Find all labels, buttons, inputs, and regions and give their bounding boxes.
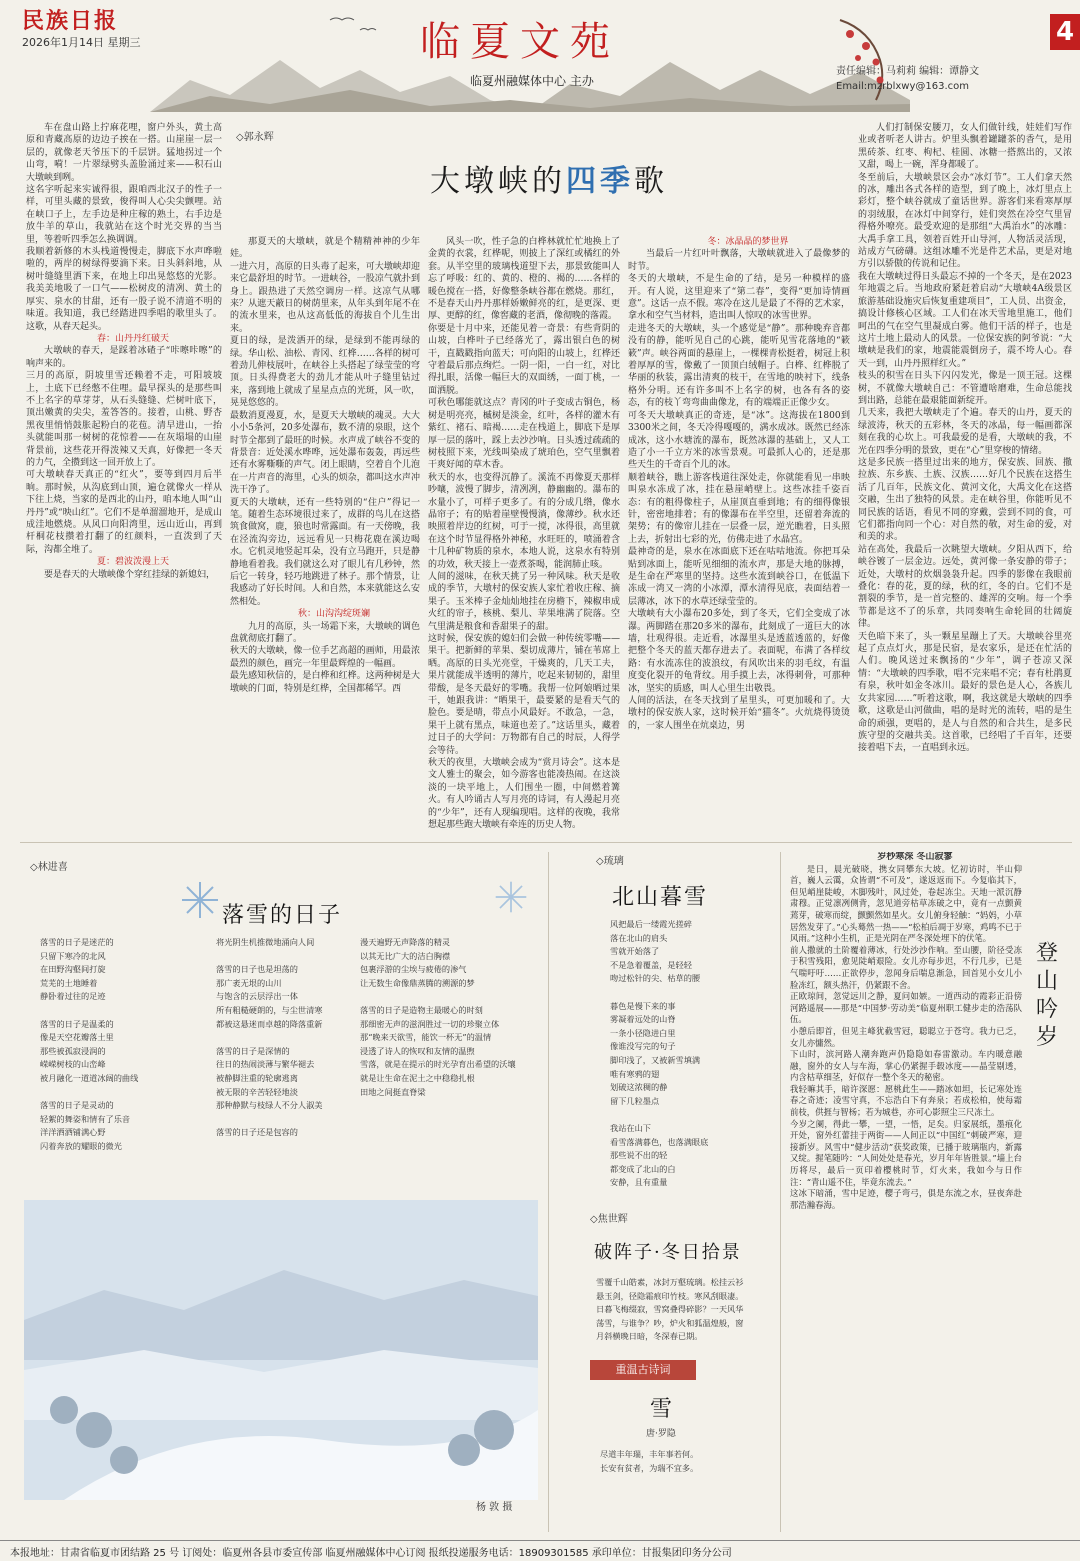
page-title: 临夏文苑 — [420, 19, 620, 65]
article-text: 那夏天的大墩峡，就是个精精神神的少年娃。 一进六月，高原的日头毒了起来，可大墩峡却迎来它最舒坦的时节。一进峡谷，一股凉气就扑到身上。跟热进了天然空调房一样。这凉气从哪来？从遮天蔽日的树荫里来，从年头到年尾不在的流水里来，也从这高低低的海拔自个儿生出来。 夏日的绿，是泼洒开的绿，是绿到不能再绿的绿。华山松、油松、青冈、红桦……各样的树可着劲儿伸枝展叶，在峡谷上头搭起了绿莹莹的穹顶。日头得费老大的劲儿才能从叶子缝里钻过来，落到地上就成了星星点点的光斑，风一吹，晃晃悠悠的。 最数消夏漫夏，水，是夏天大墩峡的魂灵。大大小小5条河，20多处瀑布，数不清的泉眼，这个时节全都到了最旺的时候。水声成了峡谷不变的背景音：近处溪水哗哗，远处瀑布轰轰，再远些还有水雾嘶嘶的声气。闭上眼睛，空着自个儿泡在一片声音的海里，心头的烦杂，都叫这水声冲洗干净了。 夏天的大墩峡，还有一些特别的“住户”得记一笔。随着生态环境很过来了，成群的鸟儿在这搭筑食做窝，鹿，狼也时常露面。有一天傍晚，我在泾流沟旁边，远远看见一只梅花鹿在溪边喝水。它机灵地竖起耳朵，没有立马跑开，只是静静地看着我。我们就这么对了眼儿有几秒钟，然后它一转身，轻巧地跳进了林子。那个情景，让我感动了好长时间。人和自然，本来就能这么安然相处。 — [230, 237, 420, 607]
snow-poem-column-3: 漫天遍野无声降落的精灵 以其无比广大的洁白胸襟 包裹浮游的尘埃与疲倦的渗气 让无数生命像鼎蒸腾的溯源的梦 落雪的日子是造物主最暖心的时刻 那细密无声的滋润胜过一切的珍聚立体 那“晚来天欲雪，能饮一杯无”的温情 浸透了诗人的恢叹和友情的温煦 雪落，就是在提示的时光孕育出希望的沃壤 就是让生命在泥土之中稳稳扎根 田地之间挺直脊梁 — [360, 937, 516, 1097]
snow-mountain-image — [24, 1200, 538, 1500]
article-text: 车在盘山路上拧麻花哩，窗户外头，黄土高原和青藏高原的边边子挨在一搭。山崖崖一层一层的，就像老天爷压下的千层饼。猛地拐过一个山弯，嗬！一片翠绿劈头盖脸涌过来——积石山大墩峡到咧。 这名字听起来实诚得很，跟咱西北汉子的性子一样，可里头藏的景致，俊得叫人心尖尖颤哩。站在峡口子上，左手边是种庄稼的熟土，右手边是放牛羊的草山，我就站在这个时光交界的当当里，等着听四季怎么换调调。 我顺着新修的木头栈道慢慢走，脚底下水声哗啦啦的，两岸的树绿得要滴下来。日头斜斜地，从树叶缝缝里洒下来，在地上印出晃悠悠的光影。我美美地吸了一口气——松树皮的清冽、黄土的厚实、泉水的甘甜，还有一股子说不清道不明的味道。我知道，我已经踏进四季唱的歌里头了。这歌，从春天起头。 — [26, 123, 222, 332]
article-column-5 — [858, 122, 1072, 832]
page-number: 4 — [1050, 14, 1080, 50]
article-text: 风头一吹，性子急的白桦林就忙忙地换上了金黄的衣裳，红桦呢，则披上了深红或橘红的外套。从半空里的玻璃栈道望下去，那景致能叫人忘了呼吸：红的、黄的、橙的、褐的……各样的暖色搅在一搭，好像整条峡谷都在燃烧。那红，不是春天山丹丹那样娇嫩鲜亮的红，是更深、更厚、更醇的红，像窖藏的老酒，像彻晚的落霞。 你要是十月中来，还能见着一奇景：有些背阴的山坡，白桦叶子已经落光了，露出银白色的树干，直戳戳指向蓝天；可向阳的山坡上，红桦还守着最后那点绚烂。一阴一阳，一白一红，对比得扎眼，活像一幅巨大的双面绣，一面丁桃，一面洒脱。 可秋色哪能就这点？青冈的叶子变成古铜色，杨树是明亮亮，槭树是淡金，红叶，各样的灌木有紫红、褚石、暗褐……走在栈道上，脚底下是厚厚一层的落叶，踩上去沙沙响。日头透过疏疏的树枝照下来，光线叫染成了琥珀色，空气里飘着干爽好闻的草木香。 秋天的水，也变得沉静了。溪流不再像夏天那样吵嚷，波慢了脚步，清冽冽，静幽幽的。瀑布的水量小了，可样子更多了。有的分成几绺，像水晶帘子；有的贴着崖壁慢慢淌，像薄纱。秋水还映照着岸边的红树，可于一搅，冰得很，高里就在这个时节显得格外神秘，水旺旺的，喷涌着含十几种矿物质的泉水，本地人说，这泉水有特别的功效，秋天接上一壶煮茶喝，能润肺止咳。 人间的滋味，在秋天挑了另一种风味。秋天是收成的季节，大墩村的保安族人家忙着收庄稼、摘果子。玉米棒子金灿灿地挂在房檐下，辣椒串成火红的帘子，核桃、梨儿、苹果堆满了院落。空气里满是粮食和香甜果子的甜。 这时候，保安族的媳妇们会做一种传统零嘴——果干。把新鲜的苹果、梨切成薄片，铺在苇席上晒。高原的日头光亮堂，干燥爽的，几天工夫，果片就能成半透明的薄片，吃起来韧韧的，甜里带酸，是冬天最好的零嘴。我帮一位阿娘晒过果干，她跟我讲：“晒果干，最要紧的是看天气的脸色。要是晴，带点小风最好。不敢急，一急，果干上就有黑点，味道也差了。”这话里头，藏着过日子的大学问：万物都有自己的时辰，人得学会等待。 秋天的夜里，大墩峡会成为“赏月诗会”。这本是文人雅士的聚会，如今游客也能凑热闹。在这淡淡的一块平地上，人们围坐一圈，中间燃着篝火。有人吟诵古人写月亮的诗词，有人漫起月亮的“少年”，还有人现编现唱。这样的夜晚，我常想起那些跑大墩峡有牵连的历史人物。 — [428, 237, 620, 831]
vertical-divider — [548, 852, 549, 1532]
article-column-1 — [26, 122, 222, 832]
essay-text: 是日，晨光破晓，携女同攀东大坡。忆初访时，半山仰首，巍人云霭，众皆谓“不可及”，遂返返而下。今复临其下，但见峭崖陡峻，木脚残叶，风过处，卷起冻尘。天地一派沉静肃穆。正觉凛冽侧背，忽见道旁枯草冻破之中，竟有一点颤黄蔫芽，破寒而绽，颤颤然如星火。女儿俯身轻触：“妈妈，小草居然发芽了。”心头蓦然一热——“松柏后凋于岁寒，鸡鸣不已于风雨。”这种小生机，正是光阴在严冬深处埋下的伏笔。 前人撒就的土阶覆着薄冰，行处沙沙作响。至山腰，阶径受冻于积雪残阳，愈见陡峭艰险。女儿亦每步迟，不行几步，已是气喘吁吁……正欲停步，忽闻身后喘息渐急，回首见小女儿小脸冻红，额头热汗，仍紧跟不舍。 正欧琼间，忽觉远川之静，夏问如嫉。一道西动的霞彩正沿傍河路遥展——那是“中国梦·劳动美”临夏州职工健步走的浩荡队伍。 小憩后即首，但见主峰犹截雪冠，聪聪立于苍穹。我力已乏，女儿亦慵然。 下山时，滨河路人潮奔跑声仍隐隐如春雷激动。车内暖意融融，窗外的女人与车海，掌心仍紧握手毂冰度——晶莹剔透，内含枯草细茎，好似存一整个冬天的秘密。 我轻嘛其手，暗许深愿：愿桃此生——踏冰如坦，长记寒处连春之奇迹；凌雪守真，不忘浩白下有奔泉；若成松柏，使每霜前枝，供捱与智杨；若为城巷，亦可心影照尘三尺冻土。 今岁之阑，得此一攀，一望，一悟，足矣。归家展纸，墨痕化开处，窗外红蕾挂于两街——人间正以“中国红”刺破严寒，迎接新岁。风雪中“健步活动”获奖政策，已播于玻璃瓶内，新露又绽。握笔随吟：“人间处处是春光，岁月年年皆胜景。”墙上台历将尽，最后一页印着樱桃时节，灯火来，我如今与日作注：“青山遥不住，毕竟东流去。” 这冰下暗涌，雪中足迹，樱子弯弓，俱是东流之水，昼夜奔赴那浩瀚春海。 — [790, 863, 1022, 1210]
north-poem-title: 北山暮雪 — [612, 885, 709, 910]
article-text: 大墩峡的春天，是踩着冰碴子“咔嚓咔嚓”的响声来的。 三月的高原，阴坡里雪还赖着不走，可阳坡坡上，土底下已经憋不住哩。最早探头的是那些叫不上名字的草芽芽，从石头缝缝、烂树叶底下，顶出嫩黄的尖尖，羞答答的。接着，山桃、野杏黑夜里悄悄鼓胀起粉白的花苞。清早进山，一抬头就能叫那一树树的花惊着——在灰塌塌的山崖背景前，这些花开得泼辣又天真，好像把一冬天的力气，全攒到这一回开放上了。 可大墩峡春天真正的“红火”，要等到四月后半晌。那时候，从沟底到山顶，遍仓就像火一样从下往上烧，当家的是西北的山丹，咱本地人叫“山丹丹”或“映山红”。它们不是单溜溜地开，是成山成洼地燃烧。从风口向阳湾里，远山近山，再到杆桐花枝攒着打翻了的红颜料，一直泼到了天际，沟都全堆了。 — [26, 346, 222, 555]
ci-poem-text: 雪覆千山皓素，冰封万壑琉璃。松挂云衫悬玉剑，径隐霜痕印竹枝。寒风刮眼凄。 日暮飞梅缀寂，雪窝叠得碎影？一天风华荡雪，与谁争？吵，炉火和狐温煌般，窗月斜横晚日暗，冬深春已期。 — [596, 1277, 744, 1342]
essay-vertical-title: 登山吟岁 — [1035, 941, 1058, 1050]
article-text: 九月的高原，头一场霜下来，大墩峡的调色盘就彻底打翻了。 秋天的大墩峡，像一位手艺高超的画师，用最浓最烈的颜色，画完一年里最辉煌的一幅画。 最先感知秋信的，是白桦和红桦。这两种树是大墩峡的门面，特别是红桦，全国都稀罕。西 — [230, 621, 420, 694]
title-highlight: 四季 — [566, 164, 634, 199]
article-text: 人们打制保安腰刀，女人们做针线，娃娃们写作业或者听老人讲古。炉里头飘着罐罐茶的香气，是用黑砖茶、红枣、枸杞、桂圆、冰糖一搭熬出的，又浓又甜，喝上一碗，浑身都暖了。 冬至前后，大墩峡景区会办“冰灯节”。工人们拿天然的冰，雕出各式各样的造型，到了晚上，冰灯里点上彩灯，整个峡谷就成了童话世界。游客们来看寒厚厚的羽绒服，在冰灯中间穿行，娃们突然在冷空气里冒得格外嘹亮。最受欢迎的是那组“大禹治水”的冰雕：大禹手拿工具，领着百姓开山导河，人物活灵活现，站成方气磅礴。这组冰雕不光是件艺术品，更是对地方引以骄傲的传说和记住。 我在大墩峡过得日头最忘不掉的一个冬天，是在2023年地震之后。当地政府紧赶着启动“大墩峡4A级景区旅游基础设施灾后恢复重建项目”，工人员、出资金，搞设计修核心区域。工人们在冰天雪地里施工，他们呵出的气在空气里凝成白雾。他们干活的样子，也是这片土地上最动人的风景。一位保安族的阿爷说：“大墩峡是我们的家，地震能震倒房子，震不垮人心。春天一到，山丹丹照样红火。” 枝头的积雪在日头下闪闪发光，像是一顶王冠。这棵树，不就像大墩峡自己：不管遭啥磨难，生命总能找到出路，总能在最艰能面新绽开。 几天来，我把大墩峡走了个遍。春天的山丹，夏天的绿波涛，秋天的五彩林，冬天的冰晶，每一幅画都深刻在我的心坎上。可我最爱的是看，大墩峡的我，不光在四季分明的景致，更在“心”里穿梭的情绪。 这是多民族一搭里过出来的地方，保安族、回族、撒拉族、东乡族、土族、汉族……好几个民族在这搭生活了几百年，民族文化、黄河文化，大禹文化在这搭交融，生出了独特的风景。走在峡谷里，你能听见不同民族的话语，看见不同的穿戴，尝到不同的食，可它们都指向同一个心：对自然的敬，对生命的爱，对和美的求。 站在高处，我最后一次眺望大墩峡。夕阳从西下，给峡谷镀了一层金边。远处，黄河像一条安静的带子；近处，大墩村的炊烟袅袅升起。四季的影像在我眼前叠化：春的花，夏的绿，秋的红，冬的白。它们不是割裂的季节，是一首完整的、雄浑的交响。每一个季节都是这不了的乐章，共同奏响生命轮回的壮阔旋律。 天色暗下来了，头一颗星星蹦上了天。大墩峡谷里亮起了点点灯火，那是民宿，是农家乐，是还在忙活的人们。晚风送过来飘扬的“少年”，调子苍凉又深情：“大墩峡的四季歌，唱不完来唱不完；春有杜鹃夏有泉，秋叶如金冬冰川。最好的景色是人心，各族儿女共家园……”听着这歌，啊，我这就是大墩峡的四季歌，这歌是山河做曲，唱的是时光的流转，唱的是生命的顽强，更唱的，是人与自然的和合共生，是多民族守望的交融共美。这首歌，已经唱了千百年，还要接着唱下去，一直唱到永远。 — [858, 123, 1072, 754]
editor-info — [836, 64, 979, 94]
snow-poem-title: 落雪的日子 — [222, 903, 343, 928]
editor-email: Email:mzrblxwy@163.com — [836, 81, 969, 92]
snow-landscape-photo — [24, 1200, 538, 1500]
ci-poem-title: 破阵子·冬日拾景 — [594, 1242, 742, 1263]
section-heading-winter: 冬：冰晶晶的梦世界 — [707, 237, 789, 247]
section-heading-autumn: 秋：山沟沟绽斑斓 — [297, 609, 370, 620]
article-column-4 — [628, 236, 850, 832]
photo-credit: 杨 敦 摄 — [476, 1502, 513, 1513]
editor-names: 责任编辑：马莉莉 编辑：谭静文 — [836, 66, 980, 77]
vertical-divider — [780, 852, 781, 1532]
snow-poem-column-2: 将光阴生机推微地涌向人间 落雪的日子也是坦荡的 那广袤无垠的山川 与饱含的云层浮出一体 所有粗糙硬朗的，与尘世清寒 都被这悬迷而卓越的降落重新 落雪的日子是深情的 往日的热闹淡薄与繁华褪去 被静脚注重的轮廓逃离 被无限的辛苦轻轻地淡 那种静默与枝绿人不分人淑美 落雪的日子还是包容的 — [216, 937, 323, 1138]
section-heading-spring: 春：山丹丹红破天 — [96, 333, 169, 344]
issue-date: 2026年1月14日 星期三 — [22, 36, 141, 49]
main-article-author: ◇郭永辉 — [236, 132, 274, 143]
ancient-poem-text: 尽道丰年瑞，丰年事若何。 长安有贫者，为瑞不宜多。 — [600, 1449, 699, 1473]
newspaper-masthead: 民族日报 — [22, 8, 119, 34]
north-poem-text: 风把最后一缕霞光搓碎 落在北山的肩头 雪就开始落了 不是急着覆盖，是轻轻 吻过松针的尖、枯草的腰 暮色是慢下来的事 雾凝着远处的山脊 一条小径隐进白里 像谁没写完的句子 脚印浅了，又被新雪填满 唯有寒鸦的翅 划破这浓稠的静 留下几粒墨点 我站在山下 看雪落满暮色，也落满眼底 那些说不出的轻 都变成了北山的白 安静，且有重量 — [610, 919, 709, 1188]
section-heading-summer: 夏：碧波泼漫上天 — [96, 557, 169, 568]
article-text: 当最后一片红叶叶飘落，大墩峡就进入了最像梦的时节。 冬天的大墩峡，不是生命的了结，是另一种模样的盛开。有人说，这里迎来了“第二春”，变得“更加诗情画意”。这话一点不假。寒冷在这儿是最了不得的艺术家，拿水和空气当材料，造出叫人惊叹的冰雪世界。 走进冬天的大墩峡，头一个感觉是“静”。那种晚弃音都没有的静，能听见自己的心跳，能听见雪花落地的“簌簌”声。峡谷两面的悬崖上，一棵棵青松挺着，树冠上积着厚厚的雪，像戴了一顶顶白绒帽子。白桦、红桦脱了华丽的秋装，露出清爽的枝干，在雪地的映衬下，线条格外分明。还有许多叫不上名字的树，也各有各的姿态，有的枝丫弯弯曲曲像龙，有的端端正正像少女。 可冬天大墩峡真正的奇迹，是“冰”。这海拔在1800到3300米之间，冬天冷得嘎嘎的，满水成冰。既然已经冻成冰，这小水塘流的瀑布，既然冰瀑的基础上，又人工造了小一千立方米的冰雪景观。可最抓人心的，还是那些天生的千奇百个儿的冰。 顺着峡谷，瞧上游客栈道往深处走，你就能看见一串映叫泉水冻成了冰，挂在悬崖峭壁上。这些冰挂千姿百态：有的粗得像柱子，从崖顶直垂到地；有的细得像银针，密密地排着；有的像瀑布在半空里，还留着奔流的架势；有的像帘儿挂在一层叠一层，逆光瞧着，日头照上去，折射出七彩的光，仿佛走进了水晶宫。 最神奇的是，泉水在冰面底下还在咕咕地流。你把耳朵贴到冰面上，能听见细细的流水声，那是大地的脉搏，是生命在严寒里的坚持。这些水流到峡谷口，在低温下冻成一湾又一湾的小冰潭，潭水清得见底，表面结着一层薄冰，冰下的水草还绿莹莹的。 大墩峡有大小瀑布20多处，到了冬天，它们全变成了冰瀑。两脚踏在那20多米的瀑布，此刻成了一道巨大的冰墙，壮观得很。走近看，冰瀑里头是透蓝透蓝的，好像把整个冬天的蓝天都存进去了。表面呢，布满了各样纹路：有水流冻住的波浪纹，有风吹出来的羽毛纹，有温度变化裂开的龟背纹。用手摸上去，冰得刺骨，可那种冰，坚实的质感，叫人心里生出敬畏。 人间的活法，在冬天找到了星里头，可更加暖和了。大墩村的保安族人家，这时候开始“猫冬”。火炕烧得烫烫的，一家人围坐在炕桌边，男 — [628, 249, 850, 731]
snow-poem-column-1: 落雪的日子是迷茫的 只留下寒冷的北风 在田野沟壑间打旋 荒芜的土地睡着 静卧着过往的足迹 落雪的日子是温柔的 像是天空花瓣落土里 那些被孤寂浸润的 嵘嵘树枝的山峦峰 被月融化一道道冰阔的曲线 落雪的日子是灵动的 轻絮的舞姿和情有了乐音 洋洋洒洒铺满心野 闪着奔放的耀眼的微光 — [40, 937, 139, 1151]
page-subtitle: 临夏州融媒体中心 主办 — [470, 74, 594, 88]
essay-subheading: 岁杪寒深 冬山寂寥 — [877, 852, 953, 862]
ci-poem-author: ◇焦世辉 — [590, 1214, 628, 1225]
snowflake-icon — [494, 880, 528, 914]
essay-body-column — [790, 852, 1022, 1542]
article-column-2 — [230, 236, 420, 832]
ancient-poem-title: 雪 — [650, 1397, 675, 1422]
ancient-poetry-badge: 重温古诗词 — [590, 1360, 696, 1380]
snow-poem-author: ◇林进喜 — [30, 862, 68, 873]
north-poem-author: ◇琉璃 — [596, 856, 624, 867]
ancient-poem-author: 唐·罗隐 — [646, 1429, 676, 1439]
page-header — [0, 0, 1080, 112]
snowflake-icon — [180, 880, 220, 920]
article-text: 要是春天的大墩峡像个穿红挂绿的新媳妇， — [44, 569, 216, 580]
page-footer: 本报地址：甘肃省临夏市团结路 25 号 订阅处：临夏州各县市委宣传部 临夏州融媒体中心订阅 报纸投递服务电话：18909301585 承印单位：甘报集团印务分公司 — [10, 1548, 732, 1559]
title-part-2: 歌 — [634, 164, 668, 199]
article-column-3 — [428, 236, 620, 832]
horizontal-divider — [20, 842, 1072, 843]
footer-rule — [0, 1540, 1080, 1541]
main-article-title — [430, 156, 668, 200]
title-part-1: 大墩峡的 — [430, 164, 566, 199]
